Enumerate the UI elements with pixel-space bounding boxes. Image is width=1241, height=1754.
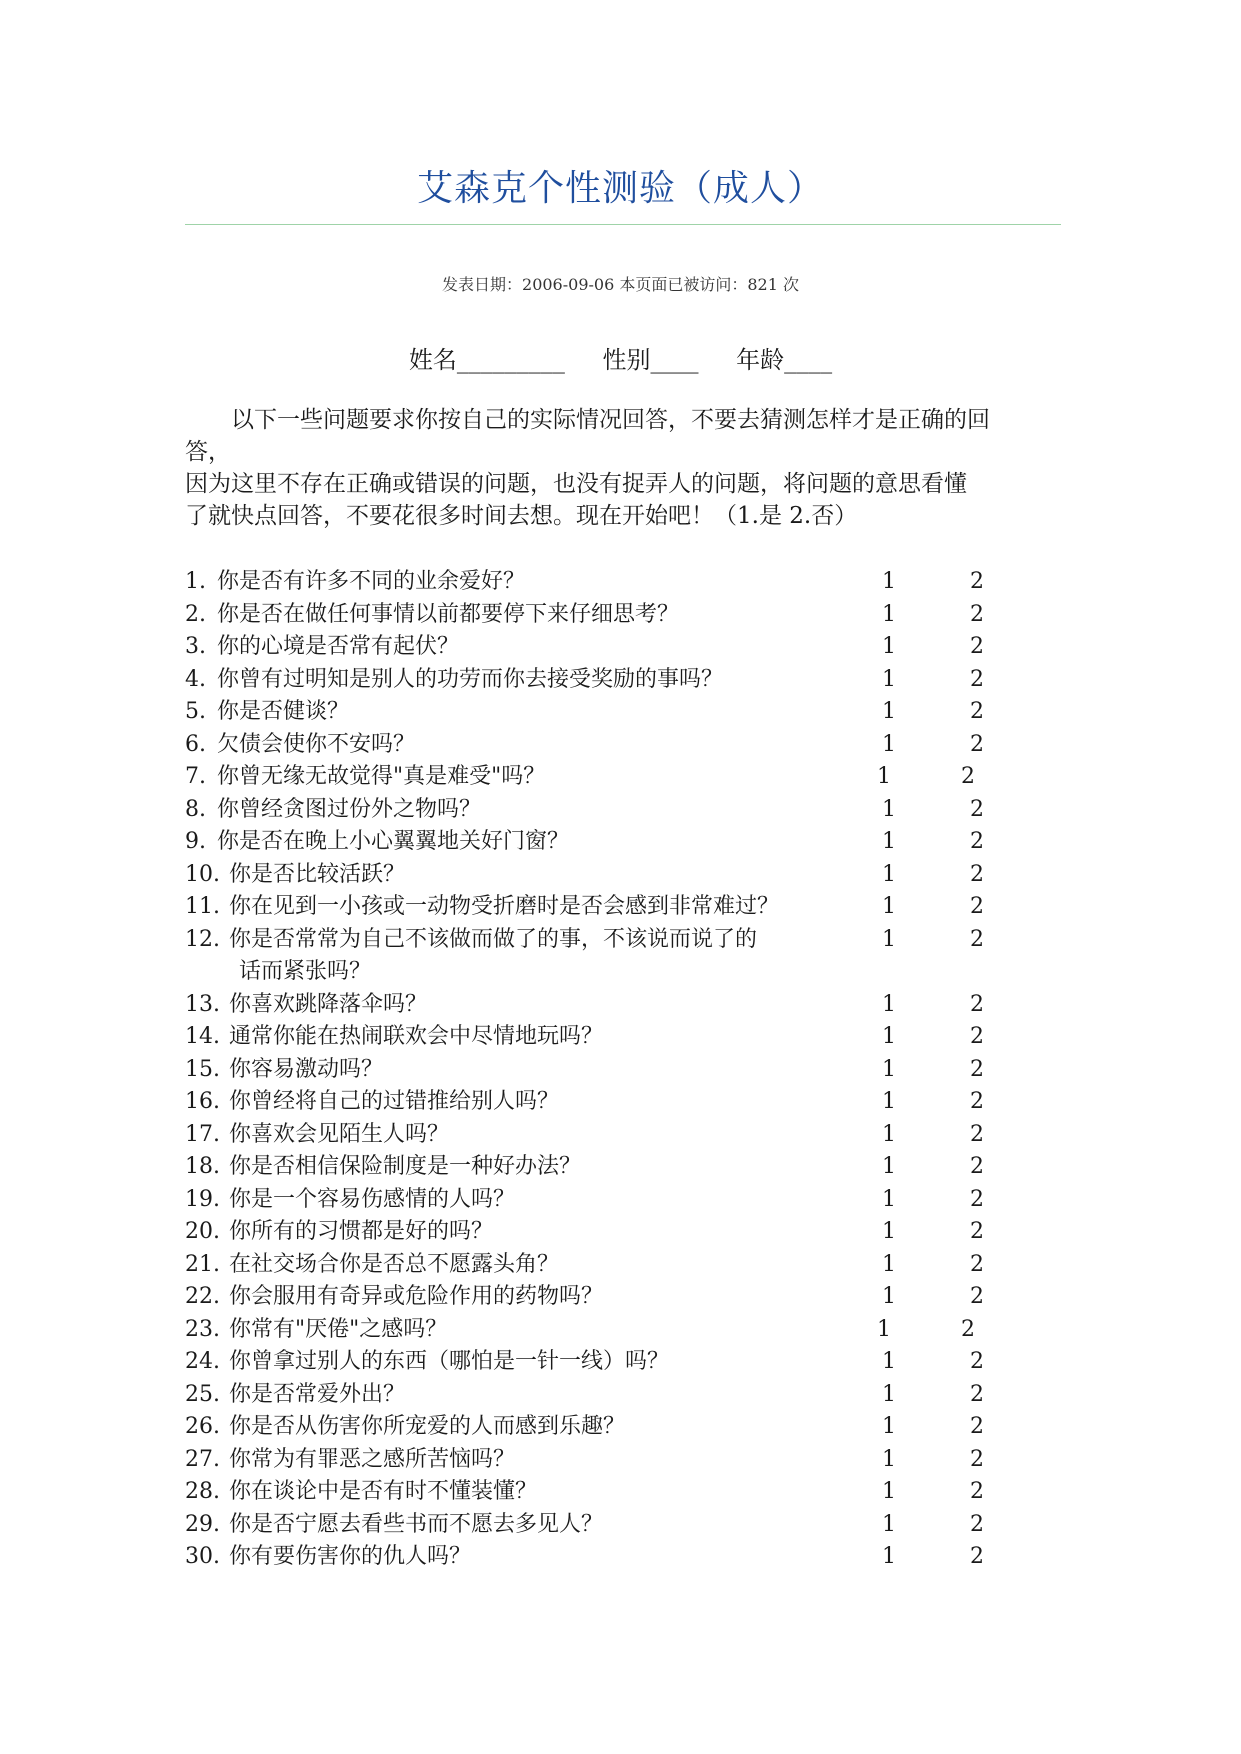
option-no[interactable]: 2 <box>970 1089 984 1114</box>
option-yes[interactable]: 1 <box>882 1511 896 1537</box>
option-no[interactable]: 2 <box>970 699 984 724</box>
question-item <box>185 1054 1015 1086</box>
option-yes[interactable]: 1 <box>882 1381 896 1407</box>
publish-meta: 发表日期：2006-09-06 本页面已被访问：821 次 <box>442 275 799 294</box>
instructions-line-1: 以下一些问题要求你按自己的实际情况回答，不要去猜测怎样才是正确的回 <box>231 407 990 433</box>
question-number: 29. <box>185 1511 220 1537</box>
option-no[interactable]: 2 <box>970 1284 984 1309</box>
question-item <box>185 1151 1015 1183</box>
question-item <box>185 1086 1015 1118</box>
question-text: 你曾经贪图过份外之物吗？ <box>217 796 482 822</box>
question-text-continued: 话而紧张吗？ <box>239 959 372 984</box>
option-no[interactable]: 2 <box>970 1381 984 1407</box>
question-text: 你曾拿过别人的东西（哪怕是一针一线）吗？ <box>229 1349 670 1374</box>
option-yes[interactable]: 1 <box>882 1414 896 1439</box>
question-item <box>185 1444 1015 1476</box>
option-yes[interactable]: 1 <box>882 731 896 757</box>
option-yes[interactable]: 1 <box>882 991 896 1017</box>
question-number: 3. <box>185 634 206 659</box>
page-title: 艾森克个性测验（成人） <box>416 168 824 209</box>
option-yes[interactable]: 1 <box>882 699 896 724</box>
question-item <box>185 1249 1015 1281</box>
question-item <box>185 696 1015 728</box>
question-item <box>185 1281 1015 1313</box>
question-text: 你是否比较活跃？ <box>229 861 406 887</box>
option-yes[interactable]: 1 <box>882 1024 896 1049</box>
question-text: 你是否有许多不同的业余爱好？ <box>217 569 526 594</box>
option-no[interactable]: 2 <box>970 634 984 659</box>
option-no[interactable]: 2 <box>970 731 984 757</box>
question-text: 你是否常爱外出？ <box>229 1381 406 1407</box>
question-item <box>185 989 1015 1021</box>
question-text: 在社交场合你是否总不愿露头角？ <box>229 1251 560 1277</box>
question-text: 你是否相信保险制度是一种好办法？ <box>229 1154 582 1179</box>
option-yes[interactable]: 1 <box>882 601 896 627</box>
option-yes[interactable]: 1 <box>882 1056 896 1082</box>
age-field: 年龄____ <box>736 346 833 374</box>
question-text: 你在见到一小孩或一动物受折磨时是否会感到非常难过？ <box>229 894 780 919</box>
question-text: 你是否在晚上小心翼翼地关好门窗？ <box>217 829 570 854</box>
instructions-line-4: 了就快点回答，不要花很多时间去想。现在开始吧！（1.是 2.否） <box>185 503 858 529</box>
question-number: 1. <box>185 569 206 594</box>
question-item <box>185 891 1015 923</box>
option-no[interactable]: 2 <box>970 1056 984 1082</box>
option-yes[interactable]: 1 <box>882 829 896 854</box>
option-yes[interactable]: 1 <box>882 666 896 692</box>
question-item <box>185 1314 1015 1346</box>
instructions-line-2: 答， <box>185 439 231 465</box>
option-no[interactable]: 2 <box>970 1024 984 1049</box>
question-item <box>185 631 1015 663</box>
question-item <box>185 1119 1015 1151</box>
question-text: 你有要伤害你的仇人吗？ <box>229 1544 472 1569</box>
question-number: 23. <box>185 1316 220 1342</box>
question-text: 你在谈论中是否有时不懂装懂？ <box>229 1479 538 1504</box>
question-item <box>185 794 1015 826</box>
option-yes[interactable]: 1 <box>877 1316 891 1342</box>
question-item <box>185 1021 1015 1053</box>
option-no[interactable]: 2 <box>970 1219 984 1244</box>
question-item <box>185 924 1015 956</box>
question-text: 你所有的习惯都是好的吗？ <box>229 1219 494 1244</box>
question-number: 22. <box>185 1284 220 1309</box>
name-field: 姓名_________ <box>408 346 565 374</box>
option-yes[interactable]: 1 <box>882 1251 896 1277</box>
question-number: 9. <box>185 829 206 854</box>
option-no[interactable]: 2 <box>970 861 984 887</box>
option-no[interactable]: 2 <box>970 601 984 627</box>
question-number: 12. <box>185 926 220 952</box>
option-yes[interactable]: 1 <box>882 1544 896 1569</box>
title-divider <box>185 224 1061 225</box>
question-text: 你是否从伤害你所宠爱的人而感到乐趣？ <box>229 1414 626 1439</box>
question-number: 14. <box>185 1024 220 1049</box>
option-no[interactable]: 2 <box>970 1154 984 1179</box>
question-text: 你是否健谈？ <box>217 699 350 724</box>
question-item <box>185 729 1015 761</box>
question-item <box>185 826 1015 858</box>
question-number: 6. <box>185 731 206 757</box>
option-no[interactable]: 2 <box>970 1446 984 1472</box>
option-yes[interactable]: 1 <box>882 1349 896 1374</box>
option-no[interactable]: 2 <box>970 1121 984 1147</box>
option-no[interactable]: 2 <box>970 1186 984 1212</box>
question-number: 25. <box>185 1381 220 1407</box>
question-item <box>185 1541 1015 1573</box>
option-yes[interactable]: 1 <box>882 1089 896 1114</box>
question-number: 2. <box>185 601 206 627</box>
respondent-info <box>0 340 1241 375</box>
question-number: 24. <box>185 1349 220 1374</box>
option-yes[interactable]: 1 <box>882 926 896 952</box>
question-number: 4. <box>185 666 206 692</box>
question-item <box>185 1184 1015 1216</box>
question-item <box>185 1216 1015 1248</box>
gender-field: 性别____ <box>602 346 699 374</box>
question-item <box>185 599 1015 631</box>
question-item <box>185 566 1015 598</box>
question-number: 30. <box>185 1544 220 1569</box>
question-item <box>185 859 1015 891</box>
option-yes[interactable]: 1 <box>882 569 896 594</box>
question-number: 17. <box>185 1121 220 1147</box>
instructions-line-3: 因为这里不存在正确或错误的问题，也没有捉弄人的问题，将问题的意思看懂 <box>185 471 967 497</box>
option-yes[interactable]: 1 <box>877 764 891 789</box>
option-yes[interactable]: 1 <box>882 1219 896 1244</box>
question-text: 你是一个容易伤感情的人吗？ <box>229 1186 516 1212</box>
option-no[interactable]: 2 <box>961 764 975 789</box>
question-item <box>185 761 1015 793</box>
option-no[interactable]: 2 <box>970 829 984 854</box>
question-text: 你常有"厌倦"之感吗？ <box>229 1316 448 1342</box>
question-number: 20. <box>185 1219 220 1244</box>
question-number: 27. <box>185 1446 220 1472</box>
question-number: 18. <box>185 1154 220 1179</box>
question-number: 16. <box>185 1089 220 1114</box>
question-text: 你曾无缘无故觉得"真是难受"吗？ <box>217 764 546 789</box>
option-yes[interactable]: 1 <box>882 1186 896 1212</box>
question-text: 通常你能在热闹联欢会中尽情地玩吗？ <box>229 1024 604 1049</box>
question-text: 你曾经将自己的过错推给别人吗？ <box>229 1089 560 1114</box>
question-text: 欠债会使你不安吗？ <box>217 731 416 757</box>
option-no[interactable]: 2 <box>970 569 984 594</box>
question-item <box>185 1346 1015 1378</box>
instructions <box>185 404 1065 532</box>
question-number: 19. <box>185 1186 220 1212</box>
option-no[interactable]: 2 <box>970 926 984 952</box>
question-text: 你容易激动吗？ <box>229 1056 384 1082</box>
option-no[interactable]: 2 <box>970 894 984 919</box>
question-text: 你喜欢会见陌生人吗？ <box>229 1121 450 1147</box>
question-number: 11. <box>185 894 220 919</box>
option-yes[interactable]: 1 <box>882 1121 896 1147</box>
option-no[interactable]: 2 <box>970 1251 984 1277</box>
option-yes[interactable]: 1 <box>882 634 896 659</box>
question-number: 8. <box>185 796 206 822</box>
question-number: 28. <box>185 1479 220 1504</box>
question-text: 你是否宁愿去看些书而不愿去多见人？ <box>229 1511 604 1537</box>
option-no[interactable]: 2 <box>970 1544 984 1569</box>
option-no[interactable]: 2 <box>970 1479 984 1504</box>
question-item <box>185 1411 1015 1443</box>
question-item <box>185 1509 1015 1541</box>
option-no[interactable]: 2 <box>970 796 984 822</box>
question-item <box>185 1379 1015 1411</box>
option-no[interactable]: 2 <box>970 991 984 1017</box>
question-text: 你是否常常为自己不该做而做了的事，不该说而说了的 <box>229 926 758 952</box>
option-no[interactable]: 2 <box>970 1511 984 1537</box>
option-no[interactable]: 2 <box>970 1349 984 1374</box>
question-number: 13. <box>185 991 220 1017</box>
option-yes[interactable]: 1 <box>882 861 896 887</box>
option-yes[interactable]: 1 <box>882 796 896 822</box>
option-no[interactable]: 2 <box>970 1414 984 1439</box>
option-yes[interactable]: 1 <box>882 1446 896 1472</box>
option-no[interactable]: 2 <box>970 666 984 692</box>
question-text: 你会服用有奇异或危险作用的药物吗？ <box>229 1284 604 1309</box>
question-number: 7. <box>185 764 206 789</box>
question-number: 15. <box>185 1056 220 1082</box>
question-text: 你曾有过明知是别人的功劳而你去接受奖励的事吗？ <box>217 666 724 692</box>
option-yes[interactable]: 1 <box>882 894 896 919</box>
question-number: 10. <box>185 861 220 887</box>
question-item <box>185 1476 1015 1508</box>
question-text: 你是否在做任何事情以前都要停下来仔细思考？ <box>217 601 680 627</box>
option-yes[interactable]: 1 <box>882 1284 896 1309</box>
question-number: 5. <box>185 699 206 724</box>
question-text: 你常为有罪恶之感所苦恼吗？ <box>229 1446 516 1472</box>
option-yes[interactable]: 1 <box>882 1479 896 1504</box>
question-text: 你喜欢跳降落伞吗？ <box>229 991 428 1017</box>
question-item <box>185 664 1015 696</box>
question-number: 26. <box>185 1414 220 1439</box>
question-number: 21. <box>185 1251 220 1277</box>
option-yes[interactable]: 1 <box>882 1154 896 1179</box>
option-no[interactable]: 2 <box>961 1316 975 1342</box>
question-text: 你的心境是否常有起伏？ <box>217 634 460 659</box>
